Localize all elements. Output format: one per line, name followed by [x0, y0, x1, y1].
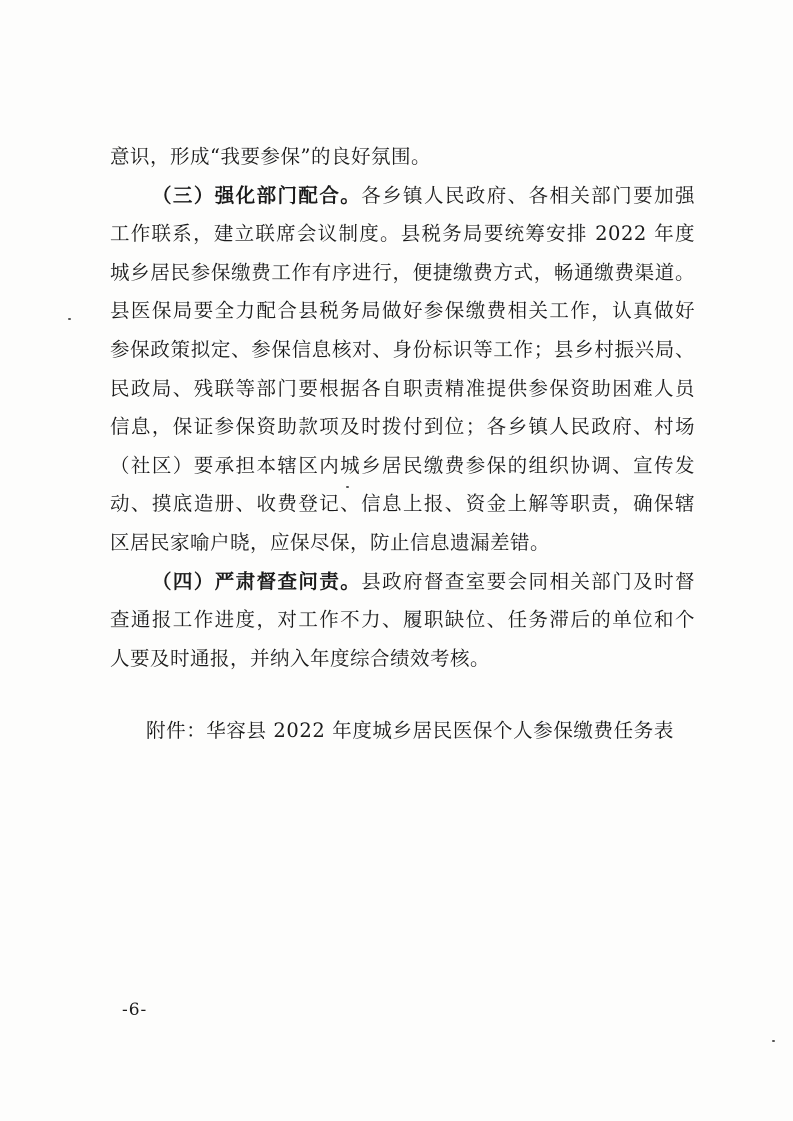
section-heading: （三）强化部门配合。	[152, 183, 362, 207]
paragraph-text: 县政府督查室要会同相关部门及时督	[361, 569, 695, 593]
paragraph-line: 区居民家喻户晓，应保尽保，防止信息遗漏差错。	[110, 530, 551, 554]
scan-speck	[772, 1040, 775, 1042]
paragraph-line: 动、摸底造册、收费登记、信息上报、资金上解等职责，确保辖	[110, 492, 695, 516]
paragraph-line: 民政局、残联等部门要根据各自职责精准提供参保资助困难人员	[110, 376, 695, 400]
paragraph-line: 参保政策拟定、参保信息核对、身份标识等工作；县乡村振兴局、	[110, 337, 695, 361]
section-heading: （四）严肃督查问责。	[152, 569, 362, 593]
paragraph-line: 城乡居民参保缴费工作有序进行，便捷缴费方式，畅通缴费渠道。	[110, 260, 695, 284]
paragraph-line: 查通报工作进度，对工作不力、履职缺位、任务滞后的单位和个	[110, 608, 695, 632]
scan-speck	[68, 318, 71, 320]
paragraph-line	[110, 177, 695, 216]
paragraph-line: 工作联系，建立联席会议制度。县税务局要统筹安排 2022 年度	[110, 222, 695, 246]
paragraph-line	[110, 563, 695, 602]
paragraph-line: （社区）要承担本辖区内城乡居民缴费参保的组织协调、宣传发	[110, 453, 695, 477]
paragraph-text: 各乡镇人民政府、各相关部门要加强	[361, 183, 695, 207]
paragraph-3	[110, 563, 695, 679]
document-body	[110, 138, 695, 678]
paragraph-1	[110, 138, 695, 177]
paragraph-line: 意识，形成“我要参保”的良好氛围。	[110, 145, 431, 168]
attachment-note: 附件：华容县 2022 年度城乡居民医保个人参保缴费任务表	[146, 719, 674, 742]
paragraph-line: 县医保局要全力配合县税务局做好参保缴费相关工作，认真做好	[110, 299, 695, 323]
page-number: -6-	[122, 1000, 148, 1020]
scan-speck	[346, 486, 349, 488]
paragraph-2	[110, 177, 695, 563]
paragraph-line: 信息，保证参保资助款项及时拨付到位；各乡镇人民政府、村场	[110, 415, 695, 439]
paragraph-line: 人要及时通报，并纳入年度综合绩效考核。	[110, 646, 491, 670]
